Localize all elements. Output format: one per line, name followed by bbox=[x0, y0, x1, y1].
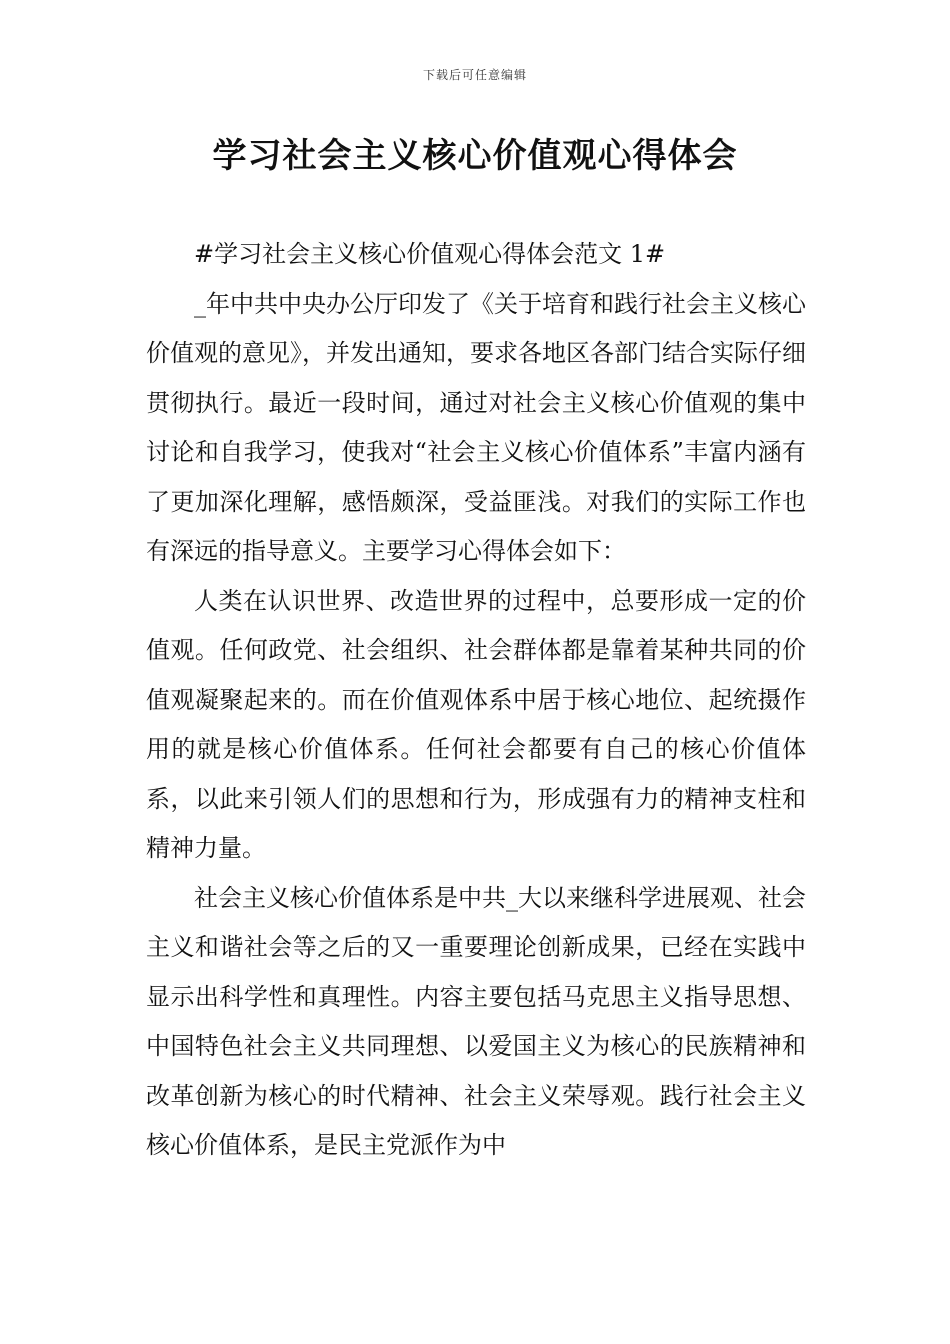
paragraph: 社会主义核心价值体系是中共_大以来继科学进展观、社会主义和谐社会等之后的又一重要理论创新成果，已经在实践中显示出科学性和真理性。内容主要包括马克思主义指导思想、中国特色社会主义共同理想、以爱国主义为核心的民族精神和改革创新为核心的时代精神、社会主义荣辱观。践行社会主义核心价值体系，是民主党派作为中 bbox=[146, 883, 806, 1159]
paragraph: 人类在认识世界、改造世界的过程中，总要形成一定的价值观。任何政党、社会组织、社会群体都是靠着某种共同的价值观凝聚起来的。而在价值观体系中居于核心地位、起统摄作用的就是核心价值体系。任何社会都要有自己的核心价值体系，以此来引领人们的思想和行为，形成强有力的精神支柱和精神力量。 bbox=[146, 586, 806, 862]
document-title: 学习社会主义核心价值观心得体会 bbox=[212, 136, 738, 176]
document-body bbox=[146, 230, 806, 1171]
section-heading: #学习社会主义核心价值观心得体会范文 1# bbox=[194, 240, 666, 268]
paragraph: _年中共中央办公厅印发了《关于培育和践行社会主义核心价值观的意见》，并发出通知，要求各地区各部门结合实际仔细贯彻执行。最近一段时间，通过对社会主义核心价值观的集中讨论和自我学习，使我对“社会主义核心价值体系”丰富内涵有了更加深化理解，感悟颇深，受益匪浅。对我们的实际工作也有深远的指导意义。主要学习心得体会如下： bbox=[146, 289, 806, 565]
header-note: 下载后可任意编辑 bbox=[422, 68, 527, 82]
